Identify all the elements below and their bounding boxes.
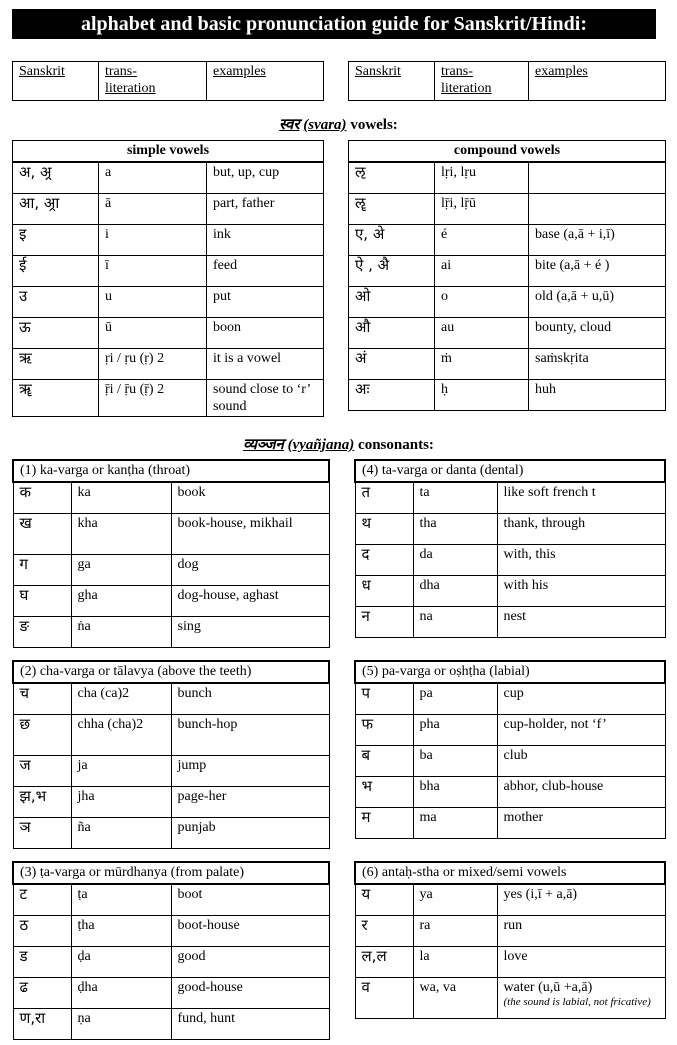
sanskrit-letter: भ (355, 777, 413, 808)
transliteration: ā (99, 194, 207, 225)
transliteration: bha (413, 777, 497, 808)
example: base (a,ā + i,ī) (529, 225, 666, 256)
example: punjab (171, 818, 329, 849)
example-note: (the sound is labial, not fricative) (503, 996, 651, 1008)
transliteration: ra (413, 916, 497, 947)
sanskrit-letter: न (355, 607, 413, 638)
sanskrit-letter: ञ (13, 818, 71, 849)
sanskrit-letter: च (13, 683, 71, 715)
sanskrit-letter: क (13, 482, 71, 514)
example: but, up, cup (207, 162, 324, 194)
group-caption: (6) antaḥ-stha or mixed/semi vowels (355, 862, 665, 884)
consonants-heading: व्यञ्जन (vyañjana) consonants: (243, 435, 434, 453)
sanskrit-letter: ऋ (13, 349, 99, 380)
vowel-row (349, 162, 666, 194)
example: thank, through (497, 514, 665, 545)
transliteration: ya (413, 884, 497, 916)
transliteration: ṭha (71, 916, 171, 947)
consonant-row (355, 947, 665, 978)
consonant-row (13, 978, 329, 1009)
transliteration: i (99, 225, 207, 256)
sanskrit-letter: ट (13, 884, 71, 916)
example: old (a,ā + u,ū) (529, 287, 666, 318)
consonant-row (355, 715, 665, 746)
example: cup-holder, not ‘f’ (497, 715, 665, 746)
group-caption: (4) ta-varga or danta (dental) (355, 460, 665, 482)
sanskrit-letter: ए, अे (349, 225, 435, 256)
sanskrit-letter: ढ (13, 978, 71, 1009)
transliteration: a (99, 162, 207, 194)
sanskrit-letter: त (355, 482, 413, 514)
example: page-her (171, 787, 329, 818)
sanskrit-letter: ई (13, 256, 99, 287)
example: sing (171, 617, 329, 648)
transliteration: ṇa (71, 1009, 171, 1040)
consonant-row (355, 777, 665, 808)
consonant-row (13, 818, 329, 849)
transliteration: ba (413, 746, 497, 777)
consonant-row (355, 808, 665, 839)
consonant-row (13, 756, 329, 787)
sanskrit-letter: अ, अ्र (13, 162, 99, 194)
sanskrit-letter: अं (349, 349, 435, 380)
example: saṁskṛita (529, 349, 666, 380)
transliteration: o (435, 287, 529, 318)
sanskrit-letter: प (355, 683, 413, 715)
transliteration: wa, va (413, 978, 497, 1019)
transliteration: ja (71, 756, 171, 787)
group-antahstha (354, 861, 666, 1019)
sanskrit-letter: आ, अ्रा (13, 194, 99, 225)
example (529, 194, 666, 225)
transliteration: ḍha (71, 978, 171, 1009)
sanskrit-letter: ऌ (349, 162, 435, 194)
consonant-row (13, 884, 329, 916)
sanskrit-letter: फ (355, 715, 413, 746)
example: dog-house, aghast (171, 586, 329, 617)
sanskrit-letter: ॠ (13, 380, 99, 417)
consonant-row (355, 916, 665, 947)
example: bunch (171, 683, 329, 715)
transliteration: pha (413, 715, 497, 746)
consonant-row (13, 586, 329, 617)
example: sound close to ‘r’ sound (207, 380, 324, 417)
example: fund, hunt (171, 1009, 329, 1040)
transliteration: ṁ (435, 349, 529, 380)
transliteration: ga (71, 555, 171, 586)
example: abhor, club-house (497, 777, 665, 808)
example: book-house, mikhail (171, 514, 329, 555)
sanskrit-letter: व (355, 978, 413, 1019)
transliteration: da (413, 545, 497, 576)
sanskrit-letter: ॡ (349, 194, 435, 225)
sanskrit-letter: ध (355, 576, 413, 607)
group-caption: (1) ka-varga or kanṭha (throat) (13, 460, 329, 482)
vowel-row (13, 380, 324, 417)
vowel-row (13, 225, 324, 256)
sanskrit-letter: ओ (349, 287, 435, 318)
transliteration: ma (413, 808, 497, 839)
example: boot-house (171, 916, 329, 947)
example: bunch-hop (171, 715, 329, 756)
sanskrit-letter: अः (349, 380, 435, 411)
example: huh (529, 380, 666, 411)
sanskrit-letter: ड (13, 947, 71, 978)
example: water (u,ū +a,ā) (the sound is labial, not fricative) (497, 978, 665, 1019)
example: nest (497, 607, 665, 638)
consonant-row (13, 1009, 329, 1040)
example: mother (497, 808, 665, 839)
sanskrit-letter: ङ (13, 617, 71, 648)
example: dog (171, 555, 329, 586)
consonant-row (13, 683, 329, 715)
header-table-left (12, 61, 324, 101)
consonant-row (355, 482, 665, 514)
transliteration: ḥ (435, 380, 529, 411)
vowel-row (13, 318, 324, 349)
consonant-row (355, 576, 665, 607)
transliteration: u (99, 287, 207, 318)
transliteration: ṛi / ṛu (ṛ) 2 (99, 349, 207, 380)
header-sanskrit: Sanskrit (13, 62, 99, 101)
vowel-row (349, 318, 666, 349)
consonant-row (355, 683, 665, 715)
consonant-row (13, 916, 329, 947)
sanskrit-letter: ख (13, 514, 71, 555)
group-caption: (2) cha-varga or tālavya (above the teeth) (13, 661, 329, 683)
group-pa-varga (354, 660, 666, 839)
example: bounty, cloud (529, 318, 666, 349)
consonant-row (355, 884, 665, 916)
consonant-row (13, 482, 329, 514)
example: with, this (497, 545, 665, 576)
group-caption: (5) pa-varga or oṣhṭha (labial) (355, 661, 665, 683)
transliteration: é (435, 225, 529, 256)
consonant-row (355, 514, 665, 545)
transliteration: na (413, 607, 497, 638)
transliteration: ña (71, 818, 171, 849)
example: club (497, 746, 665, 777)
vowel-row (349, 349, 666, 380)
sanskrit-letter: उ (13, 287, 99, 318)
vowel-row (13, 287, 324, 318)
group-ka-varga (12, 459, 330, 648)
example: put (207, 287, 324, 318)
vowel-row (349, 194, 666, 225)
transliteration: ta (413, 482, 497, 514)
consonant-row (355, 545, 665, 576)
sanskrit-letter: ग (13, 555, 71, 586)
transliteration: lṛi, lṛu (435, 162, 529, 194)
transliteration: kha (71, 514, 171, 555)
group-tta-varga (12, 861, 330, 1040)
sanskrit-letter: ब (355, 746, 413, 777)
consonant-row (13, 947, 329, 978)
transliteration: cha (ca)2 (71, 683, 171, 715)
example: good-house (171, 978, 329, 1009)
sanskrit-letter: य (355, 884, 413, 916)
example: boon (207, 318, 324, 349)
sanskrit-letter: ऊ (13, 318, 99, 349)
transliteration: au (435, 318, 529, 349)
sanskrit-letter: ल,ल (355, 947, 413, 978)
consonant-row (13, 514, 329, 555)
consonant-row (13, 617, 329, 648)
transliteration: la (413, 947, 497, 978)
vowel-row (349, 380, 666, 411)
transliteration: ṭa (71, 884, 171, 916)
sanskrit-letter: थ (355, 514, 413, 545)
transliteration: chha (cha)2 (71, 715, 171, 756)
example: with his (497, 576, 665, 607)
vowel-row (13, 349, 324, 380)
transliteration: ḍa (71, 947, 171, 978)
vowel-row (13, 256, 324, 287)
transliteration: ka (71, 482, 171, 514)
compound-vowels-table (348, 140, 666, 411)
header-sanskrit: Sanskrit (349, 62, 435, 101)
example: like soft french t (497, 482, 665, 514)
vowel-row (13, 194, 324, 225)
transliteration: ī (99, 256, 207, 287)
transliteration: ai (435, 256, 529, 287)
example: yes (i,ī + a,ā) (497, 884, 665, 916)
example: feed (207, 256, 324, 287)
vowel-row (349, 256, 666, 287)
sanskrit-letter: झ,भ (13, 787, 71, 818)
simple-vowels-table (12, 140, 324, 417)
example: boot (171, 884, 329, 916)
transliteration: gha (71, 586, 171, 617)
header-examples: examples (207, 62, 324, 101)
example: cup (497, 683, 665, 715)
example: part, father (207, 194, 324, 225)
header-table-right (348, 61, 666, 101)
sanskrit-letter: ठ (13, 916, 71, 947)
sanskrit-letter: छ (13, 715, 71, 756)
sanskrit-letter: औ (349, 318, 435, 349)
consonant-row (355, 746, 665, 777)
transliteration: ū (99, 318, 207, 349)
group-ta-varga (354, 459, 666, 638)
vowel-row (13, 162, 324, 194)
consonant-row (13, 715, 329, 756)
transliteration: dha (413, 576, 497, 607)
example: love (497, 947, 665, 978)
sanskrit-letter: ज (13, 756, 71, 787)
sanskrit-letter: ण,रा (13, 1009, 71, 1040)
example (529, 162, 666, 194)
transliteration: ṝi / ṝu (ṝ) 2 (99, 380, 207, 417)
example: good (171, 947, 329, 978)
transliteration: ṅa (71, 617, 171, 648)
transliteration: lṝi, lṝū (435, 194, 529, 225)
consonant-row (13, 555, 329, 586)
transliteration: pa (413, 683, 497, 715)
sanskrit-letter: द (355, 545, 413, 576)
vowel-row (349, 225, 666, 256)
example: book (171, 482, 329, 514)
simple-vowels-caption: simple vowels (13, 141, 324, 163)
consonant-row (355, 607, 665, 638)
consonant-row (13, 787, 329, 818)
header-examples: examples (529, 62, 666, 101)
compound-vowels-caption: compound vowels (349, 141, 666, 163)
sanskrit-letter: इ (13, 225, 99, 256)
sanskrit-letter: म (355, 808, 413, 839)
sanskrit-letter: र (355, 916, 413, 947)
example: jump (171, 756, 329, 787)
transliteration: tha (413, 514, 497, 545)
page-title: alphabet and basic pronunciation guide for Sanskrit/Hindi: (12, 9, 656, 39)
group-caption: (3) ṭa-varga or mūrdhanya (from palate) (13, 862, 329, 884)
group-cha-varga (12, 660, 330, 849)
example: it is a vowel (207, 349, 324, 380)
consonant-row (355, 978, 665, 1019)
example: run (497, 916, 665, 947)
transliteration: jha (71, 787, 171, 818)
header-transliteration: trans- literation (99, 62, 207, 101)
example: bite (a,ā + é ) (529, 256, 666, 287)
sanskrit-letter: घ (13, 586, 71, 617)
example: ink (207, 225, 324, 256)
vowels-heading: स्वर (svara) vowels: (279, 115, 398, 133)
vowel-row (349, 287, 666, 318)
sanskrit-letter: ऐ , अै (349, 256, 435, 287)
header-transliteration: trans- literation (435, 62, 529, 101)
